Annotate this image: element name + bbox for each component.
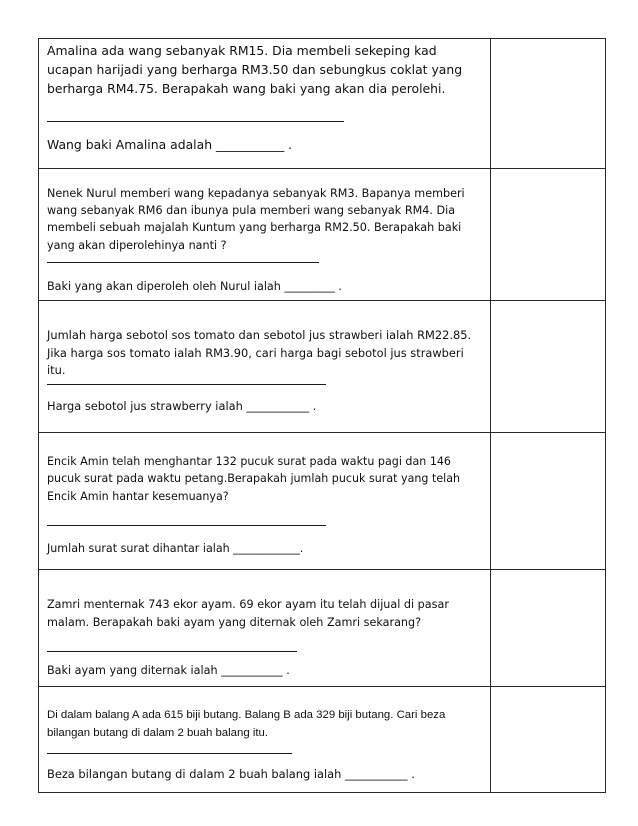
working-line <box>47 651 297 652</box>
working-line <box>47 753 292 754</box>
working-line <box>47 384 326 385</box>
answer-line: Harga sebotol jus strawberry ialah ___________ . <box>47 399 317 413</box>
answer-line: Jumlah surat surat dihantar ialah ____________. <box>47 542 304 555</box>
question-text: Amalina ada wang sebanyak RM15. Dia membeli sekeping kad ucapan harijadi yang berharga RM3.50 dan sebungkus coklat yang berharga RM4.75. Berapakah wang baki yang akan dia perolehi. <box>47 43 463 96</box>
answer-line: Baki yang akan diperoleh oleh Nurul ialah _________ . <box>47 280 342 293</box>
question-row <box>39 687 605 792</box>
question-text: Jumlah harga sebotol sos tomato dan sebotol jus strawberi ialah RM22.85. Jika harga sos tomato ialah RM3.90, cari harga bagi sebotol jus strawberi itu. <box>47 328 472 377</box>
marks-cell[interactable] <box>491 39 605 168</box>
question-cell <box>39 433 491 569</box>
question-text: Zamri menternak 743 ekor ayam. 69 ekor ayam itu telah dijual di pasar malam. Berapakah baki ayam yang diternak oleh Zamri sekarang? <box>47 598 449 629</box>
question-row <box>39 433 605 570</box>
working-line <box>47 121 344 122</box>
working-line <box>47 262 319 263</box>
question-row <box>39 301 605 433</box>
answer-line: Wang baki Amalina adalah ___________ . <box>47 137 293 152</box>
marks-cell[interactable] <box>491 433 605 569</box>
question-text: Encik Amin telah menghantar 132 pucuk surat pada waktu pagi dan 146 pucuk surat pada waktu petang.Berapakah jumlah pucuk surat yang telah Encik Amin hantar kesemuanya? <box>47 455 461 503</box>
question-row <box>39 570 605 687</box>
marks-cell[interactable] <box>491 570 605 686</box>
question-cell <box>39 687 491 792</box>
marks-cell[interactable] <box>491 169 605 300</box>
question-cell <box>39 301 491 432</box>
answer-line: Baki ayam yang diternak ialah ___________ . <box>47 664 290 677</box>
marks-cell[interactable] <box>491 687 605 792</box>
question-row <box>39 169 605 301</box>
question-row <box>39 39 605 169</box>
question-cell <box>39 169 491 300</box>
question-text: Di dalam balang A ada 615 biji butang. Balang B ada 329 biji butang. Cari beza bilangan butang di dalam 2 buah balang itu. <box>47 709 446 739</box>
answer-line: Beza bilangan butang di dalam 2 buah balang ialah ___________ . <box>47 767 415 781</box>
working-line <box>47 525 326 526</box>
question-cell <box>39 39 491 168</box>
marks-cell[interactable] <box>491 301 605 432</box>
worksheet-table <box>38 38 606 793</box>
question-text: Nenek Nurul memberi wang kepadanya sebanyak RM3. Bapanya memberi wang sebanyak RM6 dan ibunya pula memberi wang sebanyak RM4. Dia membeli sebuah majalah Kuntum yang berharga RM2.50. Berapakah baki yang akan diperolehinya nanti ? <box>47 187 465 252</box>
question-cell <box>39 570 491 686</box>
